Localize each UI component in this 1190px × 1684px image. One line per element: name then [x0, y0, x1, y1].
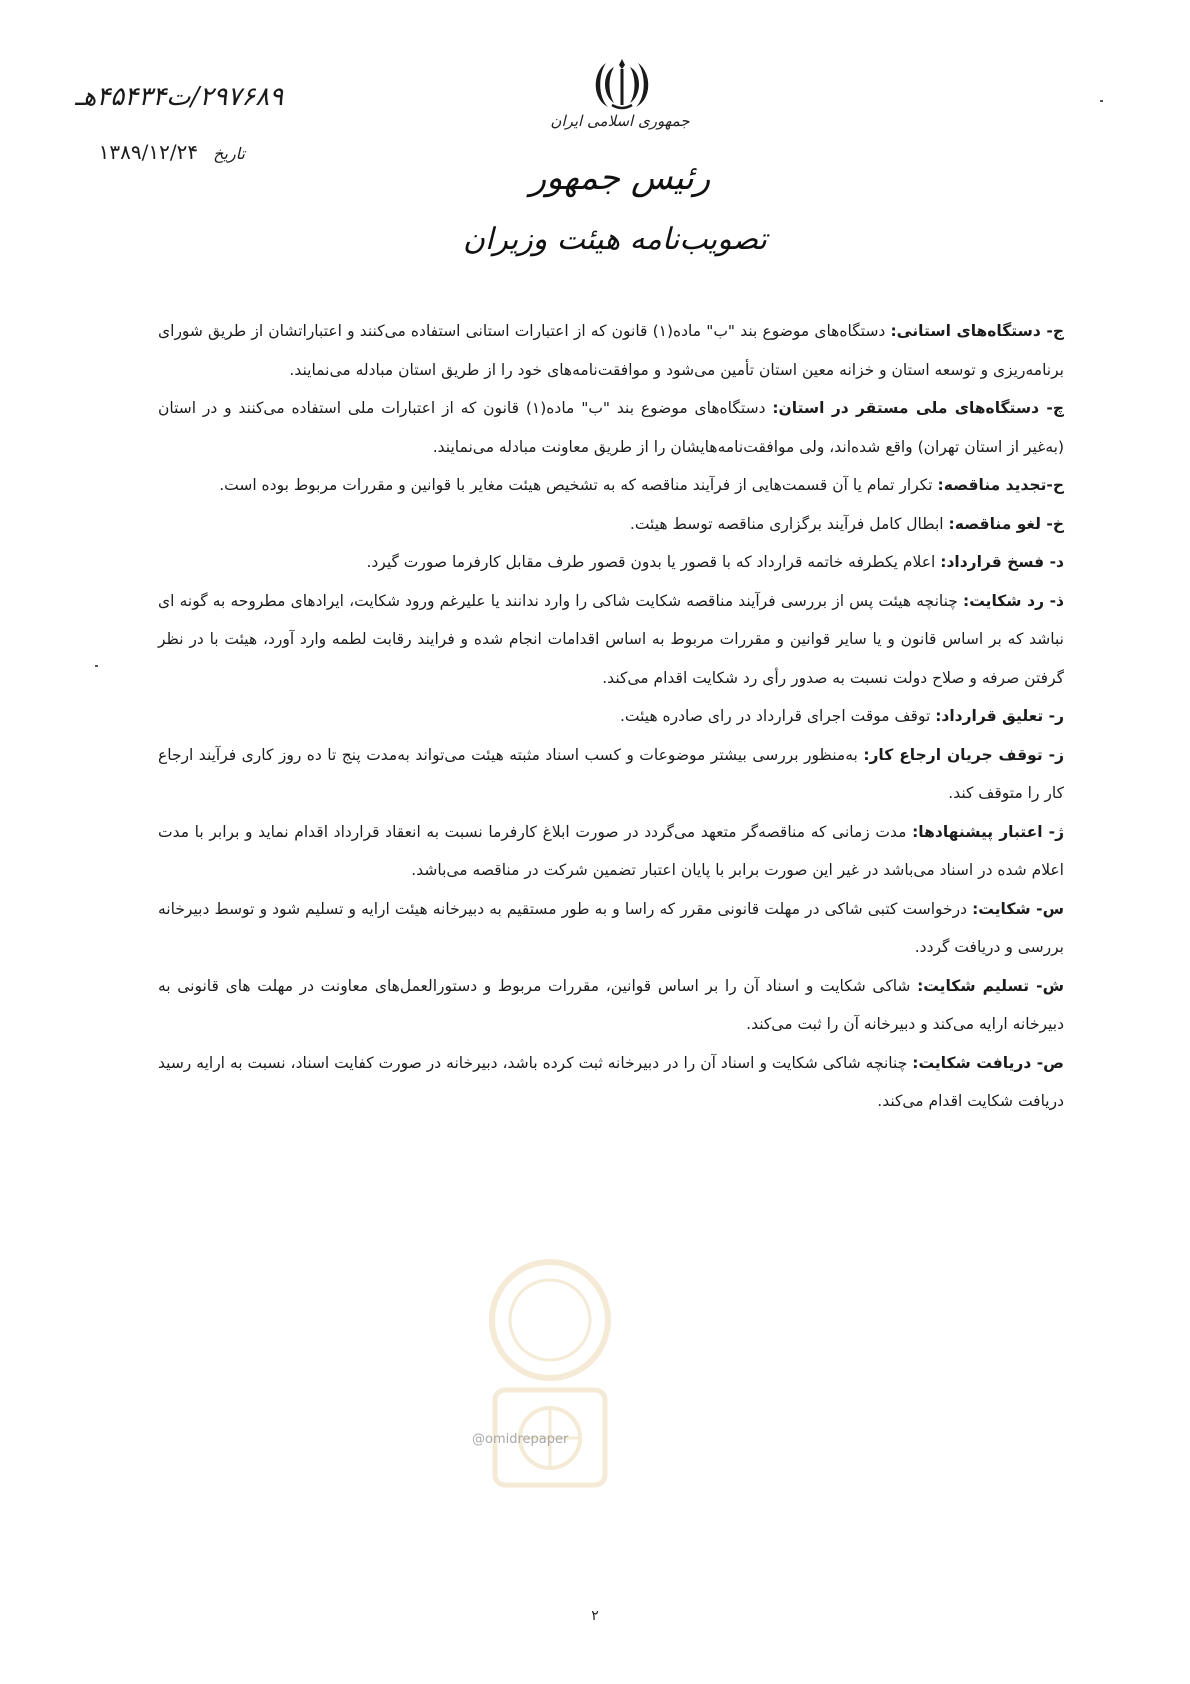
definition-term: ج- دستگاه‌های استانی: — [890, 322, 1064, 340]
definition-paragraph — [158, 466, 1064, 505]
definition-text: تکرار تمام یا آن قسمت‌هایی از فرآیند مناقصه که به تشخیص هیئت مغایر با قوانین و مقررات مربوط بوده است. — [219, 476, 938, 494]
president-title: رئیس جمهور — [529, 158, 711, 198]
date-label: تاریخ — [213, 144, 245, 163]
watermark-stamp-icon — [460, 1250, 640, 1500]
definition-text: اعلام یکطرفه خاتمه قرارداد که با قصور یا بدون قصور طرف مقابل کارفرما صورت گیرد. — [366, 553, 941, 571]
definition-paragraph — [158, 1044, 1064, 1121]
definition-text: توقف موقت اجرای قرارداد در رای صادره هیئت. — [619, 707, 936, 725]
definition-term: ص- دریافت شکایت: — [912, 1053, 1064, 1072]
definition-paragraph — [158, 505, 1064, 544]
definition-paragraph — [158, 736, 1064, 813]
document-title: تصویب‌نامه هیئت وزیران — [462, 222, 767, 257]
definition-text: درخواست کتبی شاکی در مهلت قانونی مقرر که راسا و به طور مستقیم به دبیرخانه هیئت ارایه و تسلیم شود و توسط دبیرخانه بررسی و دریافت گردد. — [158, 899, 1064, 956]
definition-term: ش- تسلیم شکایت: — [917, 976, 1064, 995]
scan-speck — [1100, 100, 1103, 102]
definition-paragraph — [158, 967, 1064, 1044]
definition-term: س- شکایت: — [972, 899, 1064, 918]
definition-term: ژ- اعتبار پیشنهادها: — [912, 822, 1064, 841]
definition-paragraph — [158, 582, 1064, 698]
definition-term: ر- تعلیق قرارداد: — [935, 707, 1064, 725]
definition-text: دستگاه‌های موضوع بند "ب" ماده(۱) قانون که از اعتبارات استانی استفاده می‌کنند و اعتباراتشان از طریق شورای برنامه‌ریزی و توسعه استان و خزانه معین استان تأمین می‌شود و موافقت‌نامه‌های خود را از طریق استان مبادله می‌نمایند. — [158, 322, 1064, 379]
definition-term: خ- لغو مناقصه: — [948, 514, 1064, 533]
page-number: ۲ — [591, 1608, 599, 1624]
definition-text: مدت زمانی که مناقصه‌گر متعهد می‌گردد در صورت ابلاغ کارفرما نسبت به انعقاد قرارداد اقدام نماید و برابر با مدت اعلام شده در اسناد می‌باشد در غیر این صورت برابر با پایان اعتبار تضمین شرکت در مناقصه می‌باشد. — [158, 822, 1064, 879]
definition-term: ز- توقف جریان ارجاع کار: — [863, 745, 1064, 764]
date-value: ۱۳۸۹/۱۲/۲۴ — [98, 140, 199, 164]
national-emblem-icon — [590, 55, 654, 111]
definition-text: دستگاه‌های موضوع بند "ب" ماده(۱) قانون که از اعتبارات ملی استفاده می‌کنند و در استان (به‌غیر از استان تهران) واقع شده‌اند، ولی موافقت‌نامه‌هایشان را از طریق معاونت مبادله می‌نمایند. — [158, 399, 1064, 456]
definition-text: چنانچه هیئت پس از بررسی فرآیند مناقصه شکایت شاکی را وارد ندانند یا علیرغم ورود شکایت، ایرادهای مطروحه به گونه ای نباشد که بر اساس قانون و یا سایر قوانین و مقررات مربوط به اساس اقدامات انجام شده و فرایند رقابت لطمه وارد آورد، هیئت با در نظر گرفتن صرفه و صلاح دولت نسبت به صدور رأی رد شکایت اقدام می‌کند. — [158, 591, 1064, 687]
definition-term: د- فسخ قرارداد: — [940, 553, 1064, 571]
definition-paragraph — [158, 697, 1064, 736]
definition-paragraph — [158, 813, 1064, 890]
definition-paragraph — [158, 312, 1064, 389]
definition-text: چنانچه شاکی شکایت و اسناد آن را در دبیرخانه ثبت کرده باشد، دبیرخانه در صورت کفایت اسناد، نسبت به ارایه رسید دریافت شکایت اقدام می‌کند. — [158, 1053, 1064, 1110]
date-row — [75, 140, 245, 170]
definition-paragraph — [158, 890, 1064, 967]
definition-term: ذ- رد شکایت: — [963, 591, 1065, 610]
definition-text: به‌منظور بررسی بیشتر موضوعات و کسب اسناد مثبته هیئت می‌تواند به‌مدت پنج تا ده روز کاری فرآیند ارجاع کار را متوقف کند. — [158, 745, 1064, 802]
letter-number: ۲۹۷۶۸۹/ت۴۵۴۳۴هـ — [75, 82, 284, 112]
scan-speck — [95, 665, 98, 667]
watermark-text: @omidrepaper — [472, 1432, 569, 1447]
definition-paragraph — [158, 389, 1064, 466]
definition-text: ابطال کامل فرآیند برگزاری مناقصه توسط هیئت. — [629, 514, 949, 533]
definition-term: ح-تجدید مناقصه: — [937, 476, 1064, 494]
definition-paragraph — [158, 543, 1064, 582]
definition-text: شاکی شکایت و اسناد آن را بر اساس قوانین، مقررات مربوط و دستورالعمل‌های معاونت در مهلت های قانونی به دبیرخانه ارایه می‌کند و دبیرخانه آن را ثبت می‌کند. — [158, 976, 1064, 1033]
definition-term: چ- دستگاه‌های ملی مستقر در استان: — [772, 399, 1064, 417]
republic-name: جمهوری اسلامی ایران — [550, 112, 690, 130]
document-body — [158, 312, 1064, 1121]
